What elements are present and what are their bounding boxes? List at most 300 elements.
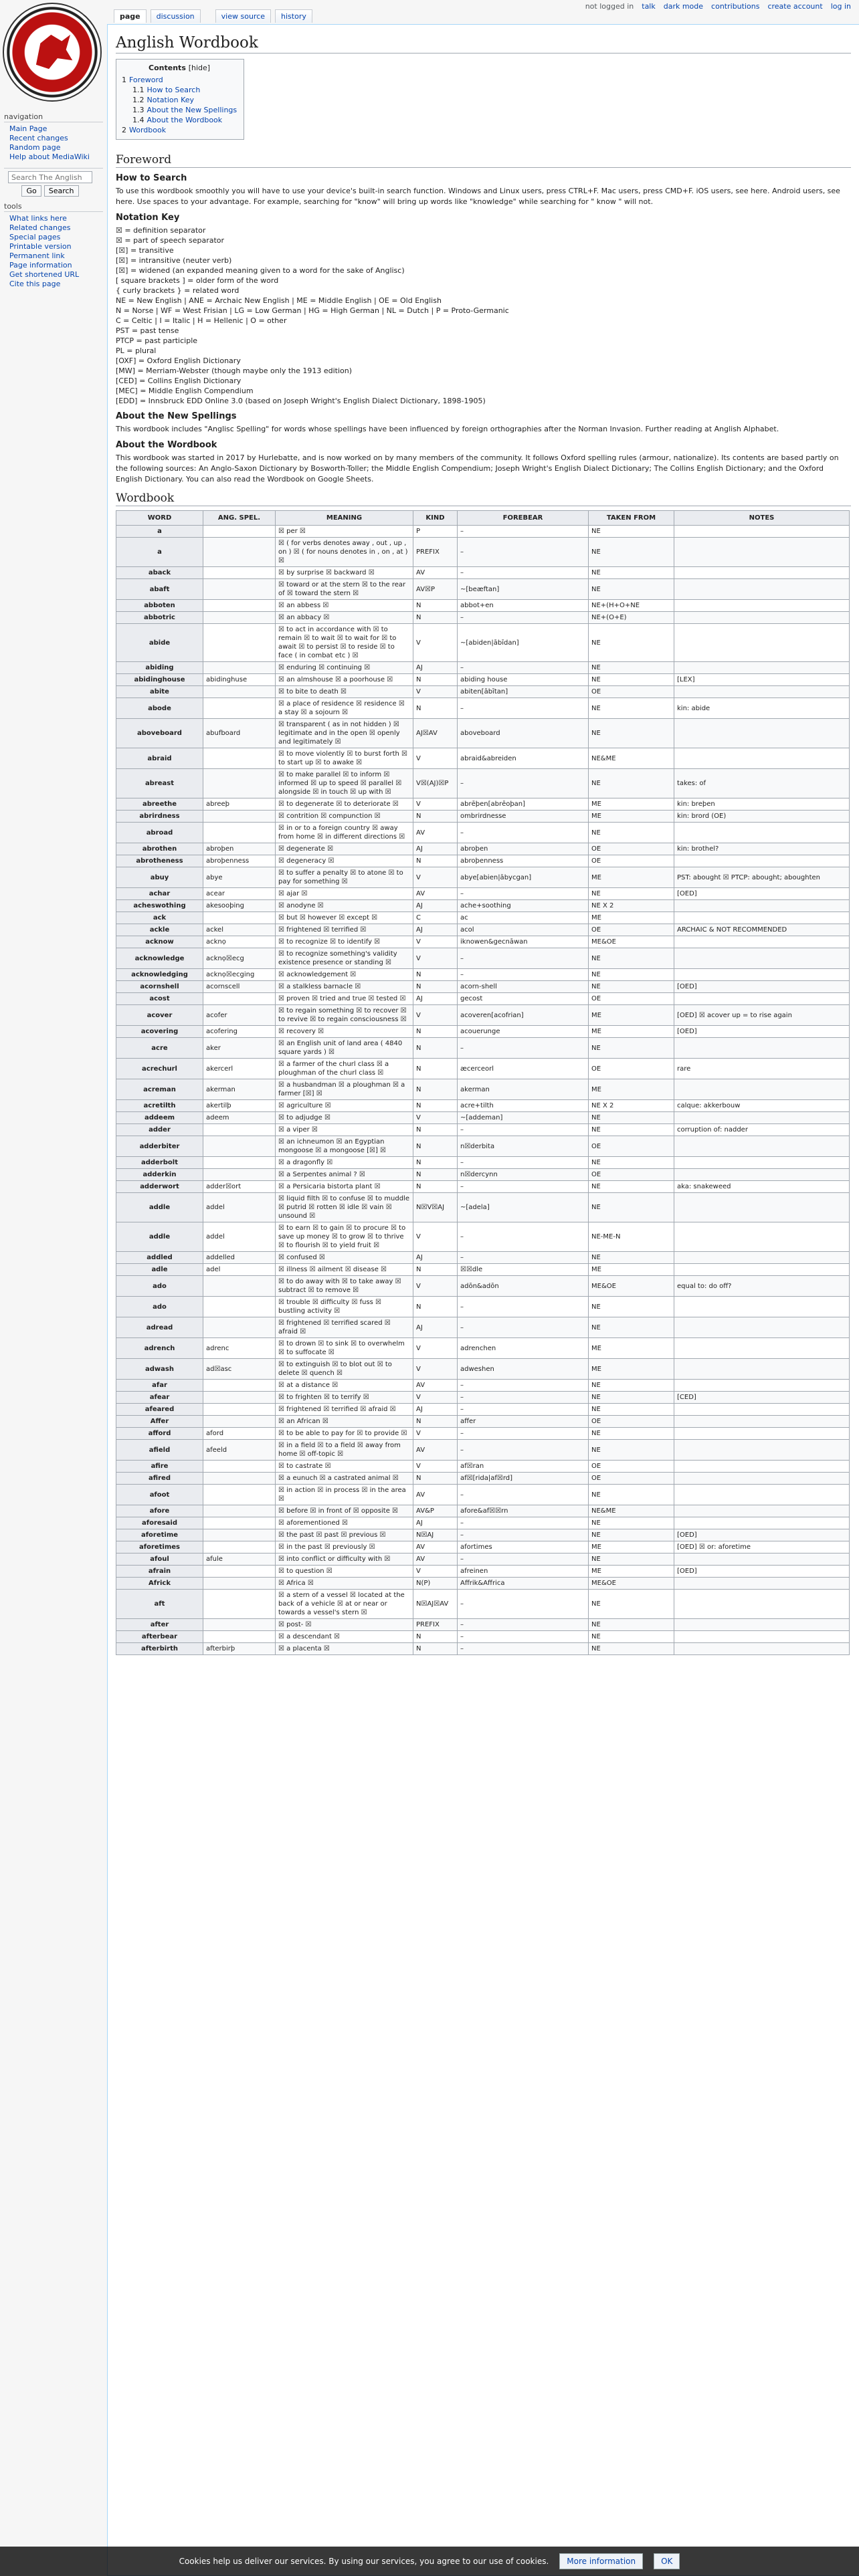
cell-kind: AV bbox=[413, 823, 458, 843]
cell-taken-from: ME bbox=[589, 1026, 674, 1038]
cell-kind: N bbox=[413, 1297, 458, 1317]
cell-meaning: ☒ a stalkless barnacle ☒ bbox=[276, 981, 413, 993]
cell-notes: [OED] ☒ acover up = to rise again bbox=[674, 1005, 850, 1026]
toc-link[interactable]: About the Wordbook bbox=[147, 116, 223, 124]
go-button[interactable]: Go bbox=[21, 185, 41, 197]
cell-forebear: – bbox=[458, 1222, 589, 1252]
cell-notes bbox=[674, 1136, 850, 1157]
cell-notes: [OED] bbox=[674, 1529, 850, 1541]
cell-meaning: ☒ in the past ☒ previously ☒ bbox=[276, 1541, 413, 1553]
wordbook-heading: Wordbook bbox=[116, 492, 851, 506]
more-information-button[interactable]: More information bbox=[559, 2553, 643, 2569]
table-row bbox=[116, 1440, 850, 1461]
toc-item[interactable] bbox=[122, 95, 237, 105]
cell-ang-spel bbox=[203, 538, 276, 567]
table-row bbox=[116, 1026, 850, 1038]
cell-ang-spel: acornscell bbox=[203, 981, 276, 993]
cell-taken-from: NE bbox=[589, 1038, 674, 1059]
notation-line: [CED] = Collins English Dictionary bbox=[116, 377, 242, 385]
cell-forebear: acorn-shell bbox=[458, 981, 589, 993]
cell-forebear: ~[adela] bbox=[458, 1193, 589, 1222]
cell-kind: AV bbox=[413, 567, 458, 579]
cell-meaning: ☒ to drown ☒ to sink ☒ to overwhelm ☒ to suffocate ☒ bbox=[276, 1338, 413, 1359]
tool-link[interactable]: What links here bbox=[9, 214, 67, 223]
tool-link[interactable]: Printable version bbox=[9, 242, 72, 251]
cell-taken-from: NE bbox=[589, 719, 674, 748]
nav-link[interactable]: Recent changes bbox=[9, 134, 68, 142]
table-row bbox=[116, 855, 850, 867]
column-header[interactable]: MEANING bbox=[276, 511, 413, 526]
cell-ang-spel bbox=[203, 1485, 276, 1505]
cell-meaning: ☒ a placenta ☒ bbox=[276, 1643, 413, 1655]
cell-word: afterbirth bbox=[116, 1643, 203, 1655]
cell-kind: AV☒P bbox=[413, 579, 458, 600]
cell-ang-spel: abroþenness bbox=[203, 855, 276, 867]
cell-word: afire bbox=[116, 1461, 203, 1473]
table-row bbox=[116, 1392, 850, 1404]
cell-taken-from: NE bbox=[589, 1404, 674, 1416]
cell-word: abroad bbox=[116, 823, 203, 843]
cell-meaning: ☒ anodyne ☒ bbox=[276, 900, 413, 912]
cell-forebear: acre+tilth bbox=[458, 1100, 589, 1112]
tool-item bbox=[9, 242, 103, 251]
table-row bbox=[116, 1222, 850, 1252]
cell-word: ado bbox=[116, 1297, 203, 1317]
column-header[interactable]: KIND bbox=[413, 511, 458, 526]
navigation-portlet bbox=[3, 112, 103, 162]
cell-meaning: ☒ to earn ☒ to gain ☒ to procure ☒ to save up money ☒ to grow ☒ to thrive ☒ to flourish ☒ to yield fruit ☒ bbox=[276, 1222, 413, 1252]
cell-notes bbox=[674, 1169, 850, 1181]
table-row bbox=[116, 1038, 850, 1059]
table-row bbox=[116, 912, 850, 924]
cell-taken-from: NE bbox=[589, 1428, 674, 1440]
cell-meaning: ☒ per ☒ bbox=[276, 526, 413, 538]
cell-taken-from: OE bbox=[589, 1136, 674, 1157]
cell-ang-spel: acofer bbox=[203, 1005, 276, 1026]
tool-link[interactable]: Cite this page bbox=[9, 280, 61, 288]
cell-word: abbotric bbox=[116, 612, 203, 624]
table-row bbox=[116, 1485, 850, 1505]
cell-taken-from: NE bbox=[589, 1181, 674, 1193]
cell-word: abreethe bbox=[116, 798, 203, 811]
column-header[interactable]: TAKEN FROM bbox=[589, 511, 674, 526]
cell-kind: PREFIX bbox=[413, 1619, 458, 1631]
table-row bbox=[116, 674, 850, 686]
column-header[interactable]: WORD bbox=[116, 511, 203, 526]
notation-key bbox=[116, 225, 851, 406]
cell-ang-spel: adeem bbox=[203, 1112, 276, 1124]
cell-word: adderbolt bbox=[116, 1157, 203, 1169]
cell-ang-spel: aford bbox=[203, 1428, 276, 1440]
cell-word: acretilth bbox=[116, 1100, 203, 1112]
cell-word: abreast bbox=[116, 769, 203, 798]
cell-forebear: Affrik&Affrica bbox=[458, 1578, 589, 1590]
cell-meaning: ☒ to bite to death ☒ bbox=[276, 686, 413, 698]
cell-word: ado bbox=[116, 1276, 203, 1297]
toc-link[interactable]: About the New Spellings bbox=[147, 106, 237, 114]
nav-link[interactable]: Help about MediaWiki bbox=[9, 152, 90, 161]
toc-item[interactable] bbox=[122, 75, 237, 85]
cell-taken-from: NE bbox=[589, 1517, 674, 1529]
cell-kind: N bbox=[413, 1079, 458, 1100]
cell-meaning: ☒ post- ☒ bbox=[276, 1619, 413, 1631]
tool-link[interactable]: Get shortened URL bbox=[9, 270, 80, 279]
cell-meaning: ☒ to be able to pay for ☒ to provide ☒ bbox=[276, 1428, 413, 1440]
cell-forebear: – bbox=[458, 1643, 589, 1655]
cell-ang-spel: ad☒asc bbox=[203, 1359, 276, 1380]
sidebar bbox=[3, 107, 103, 289]
cell-notes bbox=[674, 1505, 850, 1517]
cell-taken-from: NE-ME-N bbox=[589, 1222, 674, 1252]
cell-notes bbox=[674, 936, 850, 948]
cell-taken-from: ME bbox=[589, 811, 674, 823]
cell-forebear: afreinen bbox=[458, 1566, 589, 1578]
cell-word: acre bbox=[116, 1038, 203, 1059]
table-row bbox=[116, 936, 850, 948]
cell-notes bbox=[674, 1619, 850, 1631]
table-row bbox=[116, 981, 850, 993]
cell-notes bbox=[674, 1631, 850, 1643]
nav-item bbox=[9, 124, 103, 134]
cookie-notice bbox=[0, 2547, 859, 2576]
cell-kind: V bbox=[413, 748, 458, 769]
toc-link[interactable]: Wordbook bbox=[129, 126, 167, 134]
cell-meaning: ☒ proven ☒ tried and true ☒ tested ☒ bbox=[276, 993, 413, 1005]
cell-ang-spel bbox=[203, 1578, 276, 1590]
toc-item[interactable] bbox=[122, 115, 237, 125]
cell-word: afield bbox=[116, 1440, 203, 1461]
tool-link[interactable]: Related changes bbox=[9, 223, 71, 232]
cell-forebear: abbot+en bbox=[458, 600, 589, 612]
dragon-seal-logo bbox=[3, 3, 102, 102]
cell-ang-spel bbox=[203, 1157, 276, 1169]
personal-link-0: not logged in bbox=[585, 1, 634, 11]
cell-notes: equal to: do off? bbox=[674, 1276, 850, 1297]
cell-notes bbox=[674, 1222, 850, 1252]
cell-notes bbox=[674, 1380, 850, 1392]
table-row bbox=[116, 1264, 850, 1276]
cell-meaning: ☒ a stern of a vessel ☒ located at the back of a vehicle ☒ at or near or towards a vessel's stern ☒ bbox=[276, 1590, 413, 1619]
cell-meaning: ☒ to suffer a penalty ☒ to atone ☒ to pay for something ☒ bbox=[276, 867, 413, 888]
cell-taken-from: NE bbox=[589, 1380, 674, 1392]
cell-kind: AJ bbox=[413, 662, 458, 674]
search-input[interactable] bbox=[8, 171, 92, 183]
cell-word: acost bbox=[116, 993, 203, 1005]
column-header[interactable]: FOREBEAR bbox=[458, 511, 589, 526]
cell-kind: AV&P bbox=[413, 1505, 458, 1517]
table-row bbox=[116, 698, 850, 719]
cell-taken-from: NE bbox=[589, 1631, 674, 1643]
cell-taken-from: NE bbox=[589, 1529, 674, 1541]
cell-meaning: ☒ frightened ☒ terrified scared ☒ afraid ☒ bbox=[276, 1317, 413, 1338]
tab-view-source[interactable]: view source bbox=[215, 9, 271, 23]
cell-taken-from: NE bbox=[589, 823, 674, 843]
cell-meaning: ☒ a place of residence ☒ residence ☒ a stay ☒ a sojourn ☒ bbox=[276, 698, 413, 719]
cell-word: acheswothing bbox=[116, 900, 203, 912]
cell-kind: N bbox=[413, 1038, 458, 1059]
cell-meaning: ☒ in a field ☒ to a field ☒ away from home ☒ off-topic ☒ bbox=[276, 1440, 413, 1461]
tool-link[interactable]: Special pages bbox=[9, 233, 61, 241]
cell-notes bbox=[674, 1338, 850, 1359]
cell-word: acover bbox=[116, 1005, 203, 1026]
toc-hide-toggle[interactable]: [hide] bbox=[188, 64, 211, 72]
cell-ang-spel bbox=[203, 1590, 276, 1619]
cell-kind: V bbox=[413, 1359, 458, 1380]
cell-meaning: ☒ into conflict or difficulty with ☒ bbox=[276, 1553, 413, 1566]
cell-notes bbox=[674, 686, 850, 698]
cell-word: afore bbox=[116, 1505, 203, 1517]
cell-notes: takes: of bbox=[674, 769, 850, 798]
cell-kind: V bbox=[413, 1222, 458, 1252]
table-row bbox=[116, 1590, 850, 1619]
cell-meaning: ☒ by surprise ☒ backward ☒ bbox=[276, 567, 413, 579]
toc-link[interactable]: Notation Key bbox=[147, 96, 195, 104]
cell-word: after bbox=[116, 1619, 203, 1631]
cell-taken-from: NE+(H+O+NE bbox=[589, 600, 674, 612]
tool-link[interactable]: Permanent link bbox=[9, 251, 65, 260]
cell-forebear: afore&af☒☒rn bbox=[458, 1505, 589, 1517]
table-row bbox=[116, 1181, 850, 1193]
cell-notes bbox=[674, 1079, 850, 1100]
table-row bbox=[116, 1079, 850, 1100]
cell-forebear: – bbox=[458, 1181, 589, 1193]
cell-notes bbox=[674, 823, 850, 843]
cell-forebear: ~[beæftan] bbox=[458, 579, 589, 600]
cell-notes: [OED] ☒ or: aforetime bbox=[674, 1541, 850, 1553]
cell-forebear: ☒☒dle bbox=[458, 1264, 589, 1276]
cell-word: afear bbox=[116, 1392, 203, 1404]
cell-word: afrain bbox=[116, 1566, 203, 1578]
how-to-search-text: To use this wordbook smoothly you will have to use your device's built-in search function. Windows and Linux users, press CTRL+F. Mac users, press CMD+F. iOS users, see here. Android users, see here. Use spaces to your advantage. For example, searching for "know" will bring up words like "knowledge" while searching for " know " will not. bbox=[116, 187, 840, 206]
cell-ang-spel bbox=[203, 1416, 276, 1428]
cell-kind: N bbox=[413, 1157, 458, 1169]
cell-kind: N bbox=[413, 600, 458, 612]
cell-kind: AJ bbox=[413, 1252, 458, 1264]
cell-notes bbox=[674, 1428, 850, 1440]
cell-notes: PST: abought ☒ PTCP: abought; aboughten bbox=[674, 867, 850, 888]
cell-forebear: abroþen bbox=[458, 843, 589, 855]
cell-kind: N bbox=[413, 1026, 458, 1038]
cell-ang-spel: abye bbox=[203, 867, 276, 888]
cell-notes: kin: abide bbox=[674, 698, 850, 719]
cell-notes bbox=[674, 900, 850, 912]
table-row bbox=[116, 993, 850, 1005]
cell-kind: PREFIX bbox=[413, 538, 458, 567]
cell-forebear: gecost bbox=[458, 993, 589, 1005]
page-tabs bbox=[114, 9, 312, 24]
table-row bbox=[116, 1517, 850, 1529]
table-row bbox=[116, 1505, 850, 1517]
cell-ang-spel bbox=[203, 1473, 276, 1485]
cell-word: adderwort bbox=[116, 1181, 203, 1193]
cell-kind: C bbox=[413, 912, 458, 924]
table-row bbox=[116, 538, 850, 567]
personal-link-3[interactable]: contributions bbox=[711, 1, 760, 11]
cell-forebear: – bbox=[458, 1440, 589, 1461]
cell-taken-from: ME&OE bbox=[589, 936, 674, 948]
toc-item[interactable] bbox=[122, 125, 237, 135]
table-of-contents bbox=[116, 59, 244, 140]
cell-forebear: abrēþen[abrēoþan] bbox=[458, 798, 589, 811]
how-to-search-heading: How to Search bbox=[116, 173, 187, 183]
tool-link[interactable]: Page information bbox=[9, 261, 72, 270]
cell-notes bbox=[674, 993, 850, 1005]
cell-kind: N☒V☒AJ bbox=[413, 1193, 458, 1222]
cell-kind: N bbox=[413, 981, 458, 993]
cell-ang-spel: abreeþ bbox=[203, 798, 276, 811]
cell-notes bbox=[674, 579, 850, 600]
cell-meaning: ☒ liquid filth ☒ to confuse ☒ to muddle ☒ putrid ☒ rotten ☒ idle ☒ vain ☒ unsound ☒ bbox=[276, 1193, 413, 1222]
table-row bbox=[116, 612, 850, 624]
cell-notes bbox=[674, 600, 850, 612]
main-content bbox=[107, 24, 859, 2576]
site-logo[interactable] bbox=[0, 0, 104, 104]
cell-kind: V bbox=[413, 624, 458, 662]
tool-item bbox=[9, 233, 103, 242]
cell-taken-from: NE bbox=[589, 674, 674, 686]
cell-notes bbox=[674, 612, 850, 624]
column-header[interactable]: ANG. SPEL. bbox=[203, 511, 276, 526]
cell-meaning: ☒ transparent ( as in not hidden ) ☒ legitimate and in the open ☒ openly and legitimately ☒ bbox=[276, 719, 413, 748]
cell-ang-spel bbox=[203, 912, 276, 924]
cell-meaning: ☒ degenerate ☒ bbox=[276, 843, 413, 855]
cell-ang-spel: acknọ☒ecg bbox=[203, 948, 276, 969]
table-row bbox=[116, 1252, 850, 1264]
search-heading bbox=[4, 167, 103, 169]
notation-line: [OXF] = Oxford English Dictionary bbox=[116, 356, 241, 365]
table-row bbox=[116, 1643, 850, 1655]
cell-ang-spel: akertilþ bbox=[203, 1100, 276, 1112]
nav-link[interactable]: Random page bbox=[9, 143, 61, 152]
cell-forebear: aboveboard bbox=[458, 719, 589, 748]
cell-word: acknowledging bbox=[116, 969, 203, 981]
cell-forebear: – bbox=[458, 526, 589, 538]
tab-page[interactable]: page bbox=[114, 9, 147, 23]
cell-notes bbox=[674, 538, 850, 567]
cell-kind: N bbox=[413, 1136, 458, 1157]
cell-taken-from: ME&OE bbox=[589, 1276, 674, 1297]
cell-word: addle bbox=[116, 1222, 203, 1252]
about-wordbook-heading: About the Wordbook bbox=[116, 440, 217, 450]
cell-ang-spel bbox=[203, 1566, 276, 1578]
navigation-heading: navigation bbox=[4, 112, 103, 122]
cell-taken-from: NE X 2 bbox=[589, 900, 674, 912]
cell-forebear: afortimes bbox=[458, 1541, 589, 1553]
notation-line: [☒] = intransitive (neuter verb) bbox=[116, 256, 232, 265]
cell-meaning: ☒ to do away with ☒ to take away ☒ subtract ☒ to remove ☒ bbox=[276, 1276, 413, 1297]
cell-notes bbox=[674, 969, 850, 981]
table-row bbox=[116, 1380, 850, 1392]
personal-link-4[interactable]: create account bbox=[767, 1, 823, 11]
cell-word: achar bbox=[116, 888, 203, 900]
cell-kind: AJ☒AV bbox=[413, 719, 458, 748]
cell-kind: V bbox=[413, 1428, 458, 1440]
cell-forebear: adōn&adōn bbox=[458, 1276, 589, 1297]
notation-line: [☒] = widened (an expanded meaning given to a word for the sake of Anglisc) bbox=[116, 266, 405, 275]
cell-word: abite bbox=[116, 686, 203, 698]
cell-taken-from: NE bbox=[589, 624, 674, 662]
cell-kind: N bbox=[413, 1124, 458, 1136]
cell-meaning: ☒ a descendant ☒ bbox=[276, 1631, 413, 1643]
cell-word: afoot bbox=[116, 1485, 203, 1505]
tab-history[interactable]: history bbox=[275, 9, 312, 23]
cell-notes: ARCHAIC & NOT RECOMMENDED bbox=[674, 924, 850, 936]
tool-item bbox=[9, 251, 103, 261]
nav-item bbox=[9, 143, 103, 152]
cell-kind: AV bbox=[413, 1440, 458, 1461]
ok-button[interactable]: OK bbox=[654, 2553, 680, 2569]
cell-kind: V bbox=[413, 1276, 458, 1297]
cell-meaning: ☒ in action ☒ in process ☒ in the area ☒ bbox=[276, 1485, 413, 1505]
table-row bbox=[116, 811, 850, 823]
cell-meaning: ☒ a viper ☒ bbox=[276, 1124, 413, 1136]
cell-taken-from: ME bbox=[589, 1359, 674, 1380]
cell-meaning: ☒ an abbess ☒ bbox=[276, 600, 413, 612]
table-row bbox=[116, 600, 850, 612]
nav-link[interactable]: Main Page bbox=[9, 124, 47, 133]
cell-word: abrirdness bbox=[116, 811, 203, 823]
cell-taken-from: OE bbox=[589, 1059, 674, 1079]
cell-ang-spel bbox=[203, 526, 276, 538]
search-button[interactable]: Search bbox=[44, 185, 79, 197]
toc-link[interactable]: How to Search bbox=[147, 86, 201, 94]
cell-ang-spel: afterbirþ bbox=[203, 1643, 276, 1655]
cell-notes: kin: brord (OE) bbox=[674, 811, 850, 823]
cell-ang-spel bbox=[203, 1124, 276, 1136]
cell-forebear: – bbox=[458, 1380, 589, 1392]
cell-meaning: ☒ to act in accordance with ☒ to remain ☒ to wait ☒ to wait for ☒ to await ☒ to persist ☒ to reside ☒ to face ( in combat etc ) ☒ bbox=[276, 624, 413, 662]
toc-number: 1.1 bbox=[132, 86, 145, 94]
cell-word: adwash bbox=[116, 1359, 203, 1380]
cell-forebear: – bbox=[458, 1124, 589, 1136]
cell-forebear: – bbox=[458, 612, 589, 624]
cell-word: aback bbox=[116, 567, 203, 579]
personal-link-5[interactable]: log in bbox=[830, 1, 851, 11]
wordbook-table bbox=[116, 510, 850, 1655]
cell-taken-from: NE bbox=[589, 1440, 674, 1461]
toc-link[interactable]: Foreword bbox=[129, 76, 163, 84]
cell-forebear: – bbox=[458, 662, 589, 674]
cell-notes bbox=[674, 1461, 850, 1473]
column-header[interactable]: NOTES bbox=[674, 511, 850, 526]
tools-heading: tools bbox=[4, 202, 103, 212]
cell-notes: [CED] bbox=[674, 1392, 850, 1404]
toc-number: 1.2 bbox=[132, 96, 145, 104]
personal-link-1[interactable]: talk bbox=[642, 1, 656, 11]
cell-meaning: ☒ a Persicaria bistorta plant ☒ bbox=[276, 1181, 413, 1193]
cell-kind: N bbox=[413, 674, 458, 686]
cell-kind: N bbox=[413, 855, 458, 867]
cell-taken-from: NE bbox=[589, 1485, 674, 1505]
cell-ang-spel: akercerl bbox=[203, 1059, 276, 1079]
cell-ang-spel bbox=[203, 1461, 276, 1473]
personal-link-2[interactable]: dark mode bbox=[663, 1, 704, 11]
tab-discussion[interactable]: discussion bbox=[151, 9, 201, 23]
cell-forebear: – bbox=[458, 823, 589, 843]
cell-ang-spel: acknọ☒ecging bbox=[203, 969, 276, 981]
toc-number: 1.3 bbox=[132, 106, 145, 114]
toc-item[interactable] bbox=[122, 105, 237, 115]
cell-word: addle bbox=[116, 1193, 203, 1222]
cell-kind: N☒AJ☒AV bbox=[413, 1590, 458, 1619]
cell-word: aft bbox=[116, 1590, 203, 1619]
toc-item[interactable] bbox=[122, 85, 237, 95]
cell-ang-spel: abidinghuse bbox=[203, 674, 276, 686]
cell-ang-spel bbox=[203, 1517, 276, 1529]
cell-ang-spel: abufboard bbox=[203, 719, 276, 748]
cell-forebear: ~[addeman] bbox=[458, 1112, 589, 1124]
cell-forebear: acoveren[acofrian] bbox=[458, 1005, 589, 1026]
